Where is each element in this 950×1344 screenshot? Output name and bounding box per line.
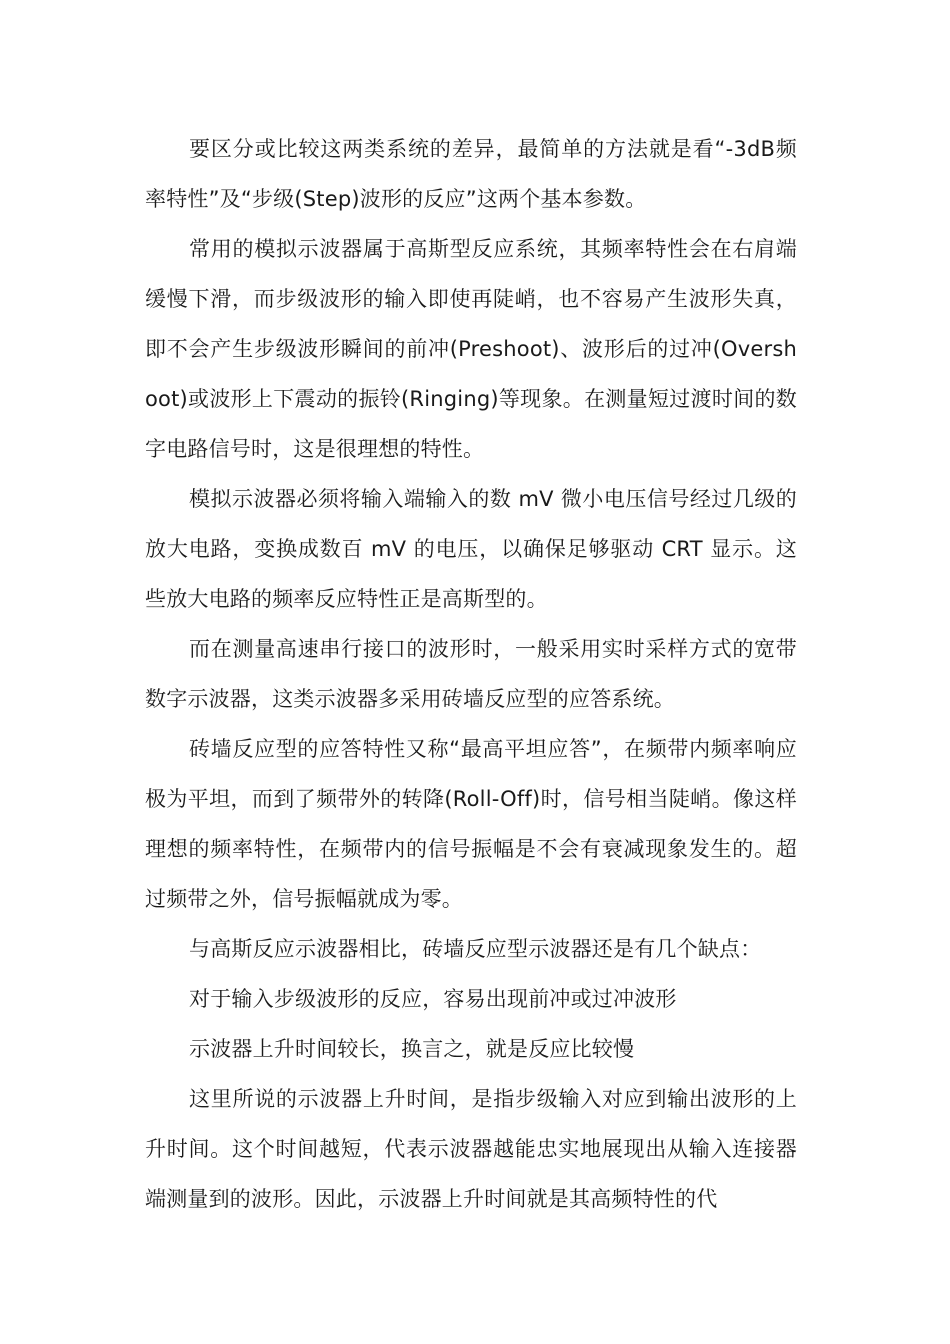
document-body xyxy=(145,124,797,1224)
list-item-overshoot: 对于输入步级波形的反应，容易出现前冲或过冲波形 xyxy=(189,987,677,1011)
paragraph-analog-gaussian: 常用的模拟示波器属于高斯型反应系统，其频率特性会在右肩端缓慢下滑，而步级波形的输入即使再陡峭，也不容易产生波形失真，即不会产生步级波形瞬间的前冲(Preshoot)、波形后的过冲(Overshoot)或波形上下震动的振铃(Ringing)等现象。在测量短过渡时间的数字电路信号时，这是很理想的特性。 xyxy=(145,237,797,461)
paragraph-serial-interface: 而在测量高速串行接口的波形时，一般采用实时采样方式的宽带数字示波器，这类示波器多采用砖墙反应型的应答系统。 xyxy=(145,637,797,711)
paragraph-disadvantages-intro: 与高斯反应示波器相比，砖墙反应型示波器还是有几个缺点： xyxy=(189,937,762,961)
paragraph-brick-wall: 砖墙反应型的应答特性又称“最高平坦应答”，在频带内频率响应极为平坦，而到了频带外的转降(Roll-Off)时，信号相当陡峭。像这样理想的频率特性，在频带内的信号振幅是不会有衰减现象发生的。超过频带之外，信号振幅就成为零。 xyxy=(145,737,797,911)
paragraph-rise-time-explanation: 这里所说的示波器上升时间，是指步级输入对应到输出波形的上升时间。这个时间越短，代表示波器越能忠实地展现出从输入连接器端测量到的波形。因此，示波器上升时间就是其高频特性的代 xyxy=(145,1087,797,1211)
paragraph-amplifier-circuit: 模拟示波器必须将输入端输入的数 mV 微小电压信号经过几级的放大电路，变换成数百 mV 的电压，以确保足够驱动 CRT 显示。这些放大电路的频率反应特性正是高斯型的。 xyxy=(145,487,797,611)
paragraph-difference-method: 要区分或比较这两类系统的差异，最简单的方法就是看“-3dB频率特性”及“步级(Step)波形的反应”这两个基本参数。 xyxy=(145,137,797,211)
list-item-rise-time: 示波器上升时间较长，换言之，就是反应比较慢 xyxy=(189,1037,635,1061)
